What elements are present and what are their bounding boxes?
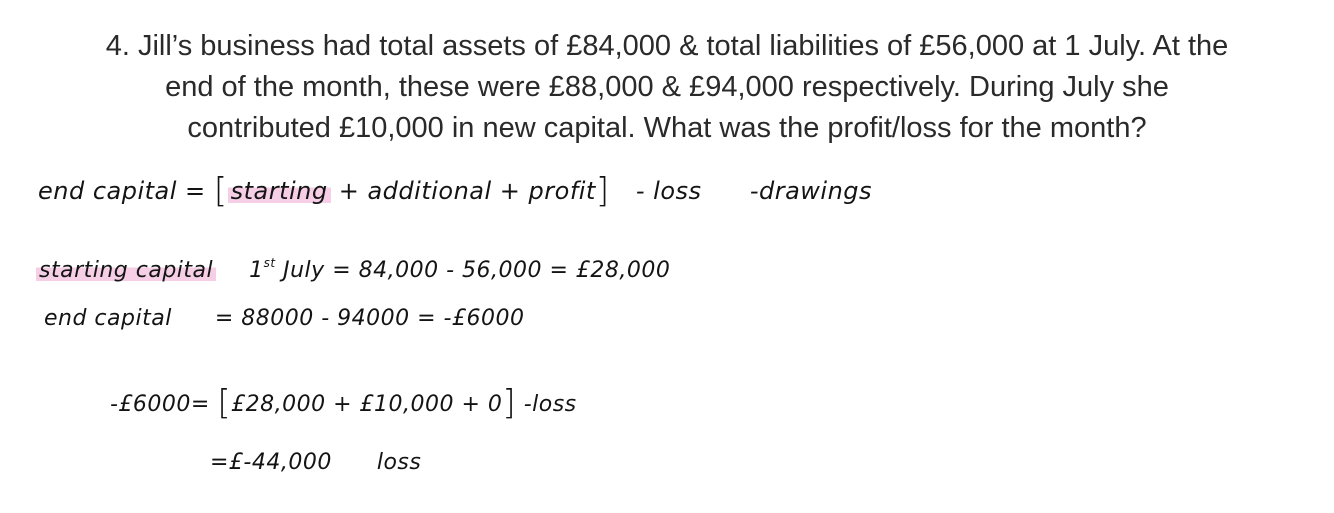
- starting-date-month: July: [283, 258, 325, 283]
- substitution-line: [110, 380, 577, 423]
- substitution-lhs: -£6000=: [110, 392, 210, 417]
- formula-starting-highlighted: starting: [228, 177, 331, 205]
- formula-drawings: -drawings: [749, 177, 873, 205]
- formula-line: [38, 168, 873, 211]
- result-value: =£-44,000: [210, 450, 332, 475]
- question-line-1: 4. Jill’s business had total assets of £84,000 & total liabilities of £56,000 at 1 July. At the: [105, 30, 1229, 62]
- starting-capital-label: starting capital: [36, 258, 216, 283]
- result-word: loss: [376, 450, 422, 475]
- close-bracket: ]: [595, 171, 610, 211]
- formula-loss: - loss: [635, 177, 702, 205]
- question-line-2: end of the month, these were £88,000 & £94,000 respectively. During July she: [165, 71, 1169, 103]
- end-capital-line: [44, 306, 524, 331]
- result-line: [210, 450, 421, 475]
- formula-lhs: end capital =: [38, 177, 206, 205]
- starting-date-day: 1: [249, 258, 264, 283]
- starting-capital-calc: = 84,000 - 56,000 = £28,000: [332, 258, 671, 283]
- starting-capital-line: [36, 256, 670, 283]
- question-line-3: contributed £10,000 in new capital. What was the profit/loss for the month?: [187, 112, 1147, 144]
- question-text: [0, 26, 1334, 149]
- substitution-inner: £28,000 + £10,000 + 0: [231, 392, 503, 417]
- sub-open-bracket: [: [217, 383, 232, 423]
- sub-close-bracket: ]: [502, 383, 517, 423]
- starting-date-suffix: st: [263, 256, 276, 270]
- open-bracket: [: [213, 171, 228, 211]
- end-capital-label: end capital: [44, 306, 172, 331]
- end-capital-calc: = 88000 - 94000 = -£6000: [214, 306, 525, 331]
- substitution-rhs: -loss: [523, 392, 577, 417]
- formula-middle: + additional + profit: [338, 177, 596, 205]
